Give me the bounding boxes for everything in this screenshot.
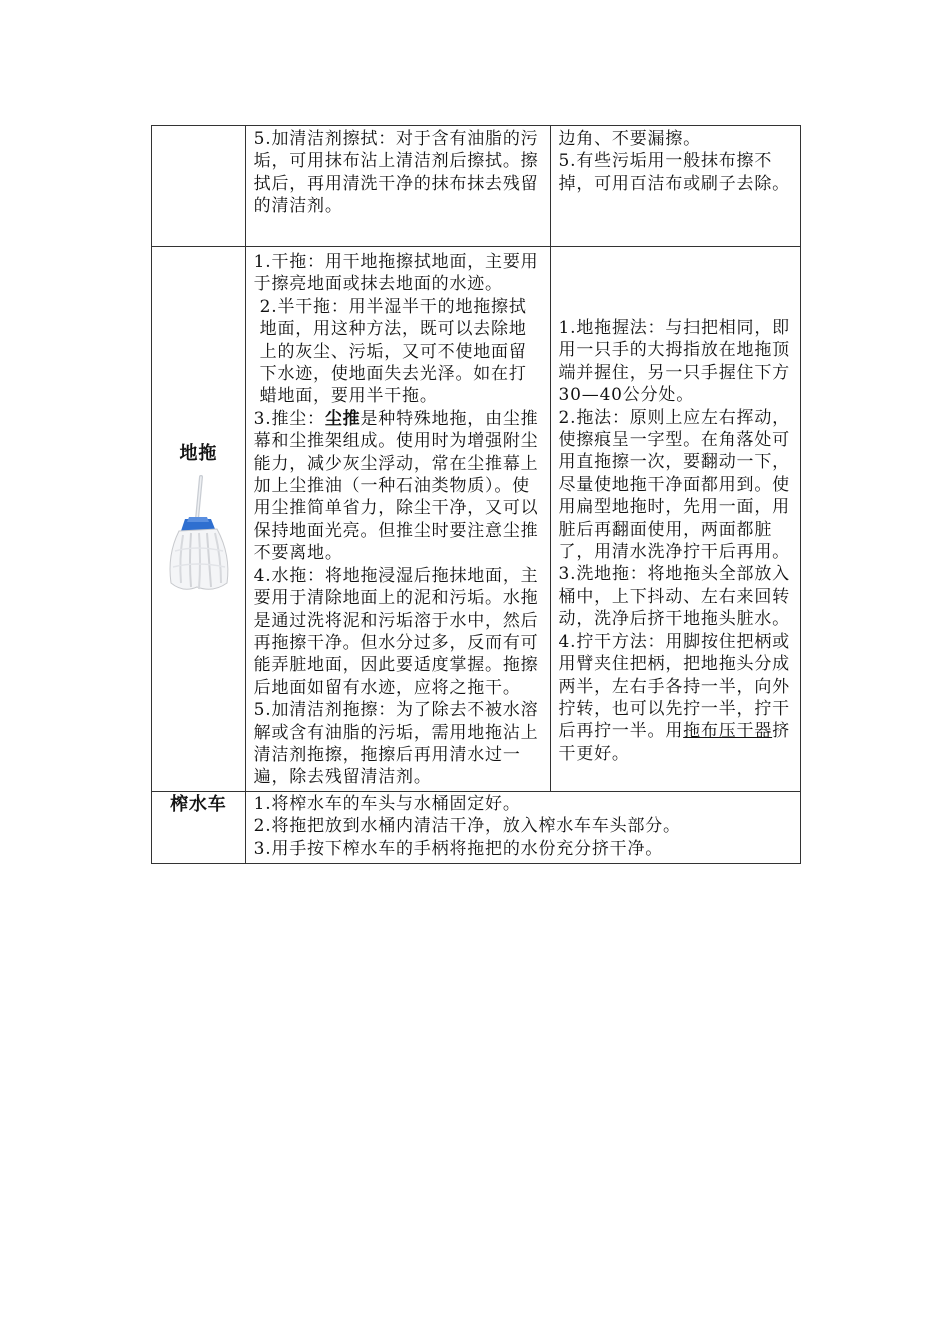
- mop-methods-cell: [245, 247, 550, 792]
- mop-wring-suffix: 挤干更好。: [558, 721, 790, 764]
- tips-paragraph: 5.有些污垢用一般抹布擦不掉，可用百洁布或刷子去除。: [558, 151, 790, 194]
- table-row-wringer-cart: [152, 791, 801, 863]
- wringer-step: 3.用手按下榨水车的手柄将拖把的水份充分挤干净。: [253, 838, 664, 859]
- table-row-mop: [152, 247, 801, 792]
- row-label-wringer-cart: 榨水车: [152, 791, 246, 863]
- dust-push-paragraph: [254, 408, 542, 565]
- mop-wash-paragraph: 3.洗地拖：将地拖头全部放入桶中，上下抖动、左右来回转动，洗净后挤干地拖头脏水。: [558, 564, 790, 630]
- wringer-step: 1.将榨水车的车头与水桶固定好。: [253, 793, 521, 814]
- mop-grip-paragraph: 1.地拖握法：与扫把相同，即用一只手的大拇指放在地拖顶端并握住，另一只手握住下方30—40公分处。: [558, 318, 790, 406]
- semi-dry-mop-paragraph: 2.半干拖：用半湿半干的地拖擦拭地面，用这种方法，既可以去除地上的灰尘、污垢，又可不使地面留下水迹，使地面失去光泽。如在打蜡地面，要用半干拖。: [259, 296, 527, 407]
- cleaning-tools-table: [151, 125, 801, 864]
- mop-stroke-paragraph: 2.拖法：原则上应左右挥动，使擦痕呈一字型。在角落处可用直拖擦一次，要翻动一下，尽量使地拖干净面都用到。使用扁型地拖时，先用一面，用脏后再翻面使用，两面都脏了，用清水洗净拧干后再用。: [558, 407, 790, 563]
- wringer-step: 2.将拖把放到水桶内清洁干净，放入榨水车车头部分。: [253, 816, 681, 837]
- method-cell: [245, 126, 550, 247]
- tips-paragraph: 边角、不要漏擦。: [558, 129, 701, 149]
- row-label-empty: [152, 126, 246, 247]
- table-row-continued: [152, 126, 801, 247]
- wet-mop-paragraph: 4.水拖：将地拖浸湿后拖抹地面，主要用于清除地面上的泥和污垢。水拖是通过洗将泥和污垢溶于水中，然后再拖擦干净。但水分过多，反而有可能弄脏地面，因此要适度掌握。拖擦后地面如留有水迹，应将之拖干。: [253, 565, 539, 698]
- mop-icon: [161, 475, 235, 595]
- dust-push-text: 是种特殊地拖，由尘推幕和尘推架组成。使用时为增强附尘能力，减少灰尘浮动，常在尘推幕上加上尘推油（一种石油类物质）。使用尘推简单省力，除尘干净，又可以保持地面光亮。但推尘时要注意尘推不要离地。: [253, 408, 539, 564]
- detergent-mop-paragraph: 5.加清洁剂拖擦：为了除去不被水溶解或含有油脂的污垢，需用地拖沾上清洁剂拖擦，拖擦后再用清水过一遍，除去残留清洁剂。: [253, 700, 539, 788]
- wringer-cart-steps-cell: [245, 791, 800, 863]
- mop-wringer-link[interactable]: 拖布压干器: [683, 721, 773, 742]
- mop-tips-cell: [550, 247, 800, 792]
- dust-push-term: 尘推: [324, 408, 361, 429]
- mop-wring-paragraph: [559, 631, 792, 765]
- dry-mop-paragraph: 1.干拖：用干地拖擦拭地面，主要用于擦亮地面或抹去地面的水迹。: [253, 252, 539, 295]
- row-label-mop-cell: [152, 247, 246, 792]
- tips-cell: [550, 126, 800, 247]
- row-label-mop: 地拖: [179, 442, 218, 464]
- method-paragraph: 5.加清洁剂擦拭：对于含有油脂的污垢，可用抹布沾上清洁剂后擦拭。擦拭后，再用清洗干净的抹布抹去残留的清洁剂。: [253, 129, 539, 217]
- mop-wring-prefix: 4.拧干方法：用脚按住把柄或用臂夹住把柄，把地拖头分成两半，左右手各持一半，向外拧转，也可以先拧一半，拧干后再拧一半。用: [558, 631, 790, 742]
- dust-push-prefix: 3.推尘：: [253, 408, 325, 429]
